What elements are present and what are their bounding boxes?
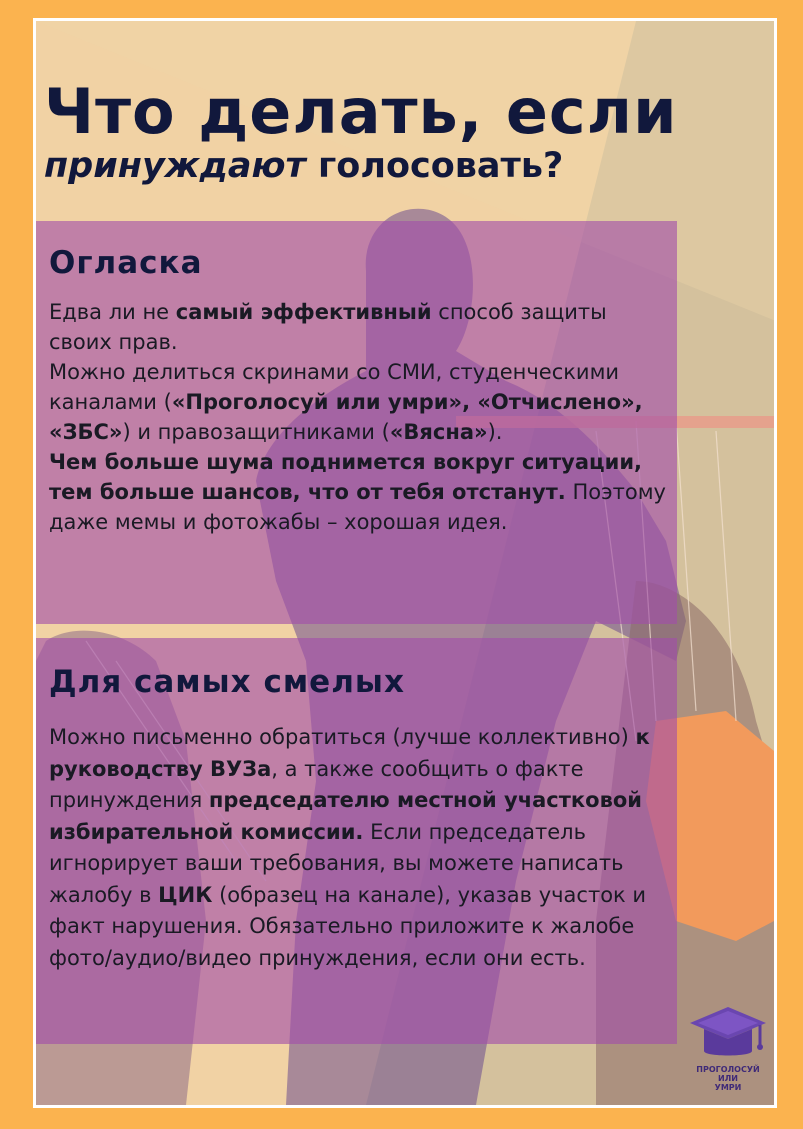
section-brave-text [49, 722, 667, 974]
text-bold-fragment: к руководству ВУЗа [49, 725, 650, 781]
title-line-2 [44, 146, 678, 186]
text-fragment: Поэтому даже мемы и фотожабы – хорошая идея. [49, 480, 666, 534]
title-italic-word: принуждают [44, 146, 306, 186]
section-publicity-heading: Огласка [49, 245, 203, 281]
text-bold-fragment: Чем больше шума поднимется вокруг ситуации, тем больше шансов, что от тебя отстанут. [49, 450, 643, 504]
title-line-1: Что делать, если [44, 75, 678, 148]
graduation-cap-icon [688, 1005, 768, 1063]
text-fragment: Можно письменно обратиться (лучше коллективно) [49, 725, 636, 749]
text-fragment: , а также сообщить о факте принуждения [49, 756, 584, 812]
section-publicity [36, 221, 677, 624]
section-brave-heading: Для самых смелых [49, 664, 405, 700]
text-fragment: Можно делиться скринами со СМИ, студенческими каналами ( [49, 360, 620, 414]
poster-title [44, 75, 678, 186]
text-fragment: Если председатель игнорирует ваши требования, вы можете написать жалобу в [49, 819, 624, 907]
title-line-2-rest: голосовать? [305, 146, 564, 186]
poster [33, 18, 777, 1108]
text-fragment: Едва ли не [49, 300, 176, 324]
text-bold-fragment: «Вясна» [389, 420, 488, 444]
logo-text [684, 1065, 772, 1092]
section-brave [36, 638, 677, 1044]
text-bold-fragment: самый эффективный [175, 300, 432, 324]
text-fragment: (образец на канале), указав участок и факт нарушения. Обязательно приложите к жалобе фото/аудио/видео принуждения, если они есть. [49, 882, 647, 970]
text-fragment: способ защиты своих прав. [49, 300, 607, 354]
logo-line-1: ПРОГОЛОСУЙ [696, 1065, 760, 1074]
channel-logo [684, 1005, 772, 1092]
logo-line-3: УМРИ [714, 1083, 742, 1092]
section-publicity-text [49, 297, 667, 537]
text-bold-fragment: ЦИК [158, 882, 213, 907]
text-bold-fragment: «Проголосуй или умри», «Отчислено», «ЗБС» [49, 390, 643, 444]
text-bold-fragment: председателю местной участковой избирательной комиссии. [49, 788, 643, 844]
text-fragment: ). [487, 420, 503, 444]
logo-line-2: ИЛИ [717, 1074, 739, 1083]
text-fragment: ) и правозащитниками ( [122, 420, 390, 444]
